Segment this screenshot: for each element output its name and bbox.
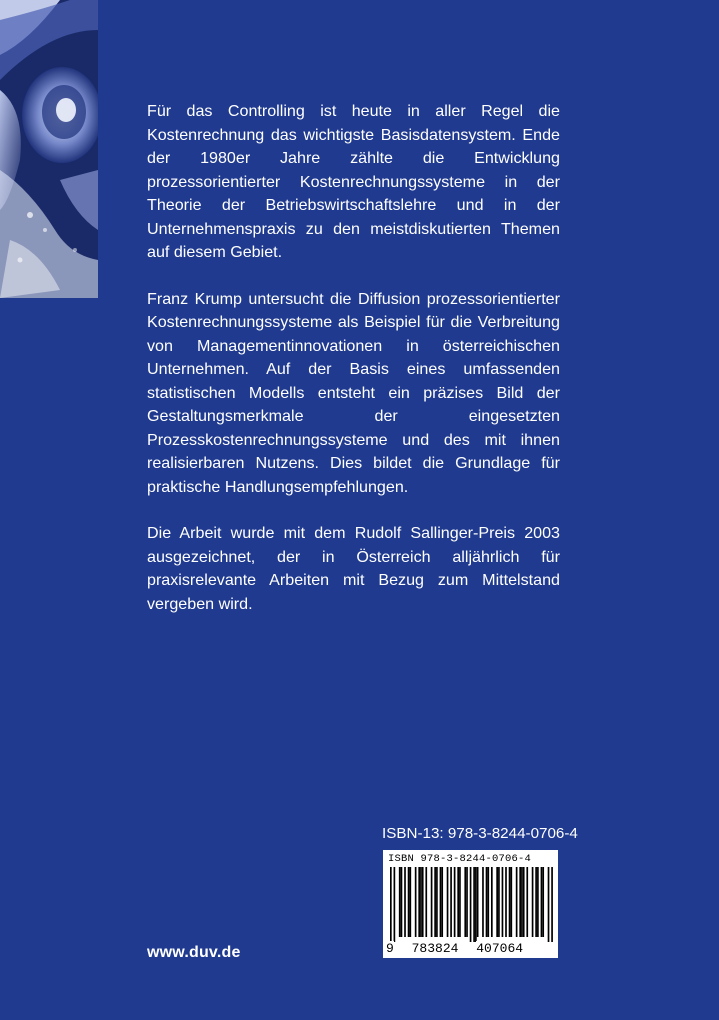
barcode-bar xyxy=(516,867,518,937)
barcode-bar xyxy=(459,867,461,937)
barcode-bar xyxy=(454,867,456,937)
barcode-bar xyxy=(487,867,489,937)
barcode-bar xyxy=(475,867,477,945)
barcode-bar xyxy=(548,867,550,945)
barcode-bar xyxy=(473,867,475,945)
barcode-bar xyxy=(532,867,534,937)
isbn-label: ISBN-13: 978-3-8244-0706-4 xyxy=(382,825,578,842)
barcode-bar xyxy=(521,867,523,937)
barcode-bar xyxy=(526,867,528,937)
barcode-bar xyxy=(404,867,406,937)
barcode-bar xyxy=(418,867,420,937)
barcode-bar xyxy=(519,867,521,937)
barcode-bar xyxy=(409,867,411,937)
barcode-bar xyxy=(441,867,443,937)
barcode-bar xyxy=(509,867,511,937)
barcode-bars xyxy=(390,867,553,945)
isbn-barcode xyxy=(383,850,558,958)
barcode-bar xyxy=(510,867,512,937)
barcode-bar xyxy=(457,867,459,937)
barcode-bar xyxy=(436,867,438,937)
cover-photo-fragment xyxy=(0,0,98,298)
barcode-bar xyxy=(434,867,436,937)
back-cover-blurb xyxy=(147,100,560,639)
barcode-bar xyxy=(450,867,452,937)
blurb-paragraph-3: Die Arbeit wurde mit dem Rudolf Sallinger-Preis 2003 ausgezeichnet, der in Österreich alljährlich für praxisrelevante Arbeiten mit Bezug zum Mittelstand vergeben wird. xyxy=(147,524,560,613)
barcode-bar xyxy=(498,867,500,937)
barcode-bar xyxy=(496,867,498,937)
barcode-bar xyxy=(502,867,504,937)
blurb-paragraph-1: Für das Controlling ist heute in aller Regel die Kostenrechnung das wichtigste Basisdatensystem. Ende der 1980er Jahre zählte die Entwicklung prozessorientierter Kostenrechnungssysteme in der Theorie der Betriebswirtschaftslehre und in der Unternehmenspraxis zu den meistdiskutierten Themen auf diesem Gebiet. xyxy=(147,102,560,261)
barcode-bar xyxy=(447,867,449,937)
barcode-bar xyxy=(466,867,468,937)
barcode-bar xyxy=(491,867,493,937)
barcode-bar xyxy=(394,867,396,945)
barcode-bar xyxy=(486,867,488,937)
barcode-bar xyxy=(464,867,466,937)
barcode-digits xyxy=(386,942,556,956)
publisher-website: www.duv.de xyxy=(147,944,241,961)
barcode-group-2: 407064 xyxy=(476,941,524,956)
barcode-bar xyxy=(542,867,544,937)
barcode-bar xyxy=(523,867,525,937)
blurb-paragraph-2: Franz Krump untersucht die Diffusion prozessorientierter Kostenrechnungssysteme als Beispiel für die Verbreitung von Managementinnovationen in österreichischen Unternehmen. Auf der Basis eines umfassenden statistischen Modells entsteht ein präzises Bild der Gestaltungsmerkmale der eingesetzten Prozesskostenrechnungssysteme und des mit ihnen realisierbaren Nutzens. Dies bildet die Grundlage für praktische Handlungsempfehlungen. xyxy=(147,289,560,496)
barcode-bar xyxy=(537,867,539,937)
barcode-bar xyxy=(431,867,433,937)
barcode-first-digit: 9 xyxy=(386,941,394,956)
barcode-bar xyxy=(477,867,479,937)
barcode-bar xyxy=(422,867,424,937)
barcode-bar xyxy=(390,867,392,945)
barcode-bar xyxy=(470,867,472,945)
barcode-bar xyxy=(541,867,543,937)
barcode-bar xyxy=(408,867,410,937)
barcode-bar xyxy=(415,867,417,937)
barcode-bar xyxy=(482,867,484,937)
barcode-group-1: 783824 xyxy=(411,941,459,956)
barcode-bar xyxy=(440,867,442,937)
barcode-bar xyxy=(420,867,422,937)
barcode-bar xyxy=(551,867,553,945)
barcode-bar xyxy=(399,867,401,937)
barcode-bar xyxy=(425,867,427,937)
barcode-bar xyxy=(535,867,537,937)
barcode-bar xyxy=(505,867,507,937)
barcode-isbn-text: ISBN 978-3-8244-0706-4 xyxy=(388,853,532,865)
barcode-bar xyxy=(401,867,403,937)
